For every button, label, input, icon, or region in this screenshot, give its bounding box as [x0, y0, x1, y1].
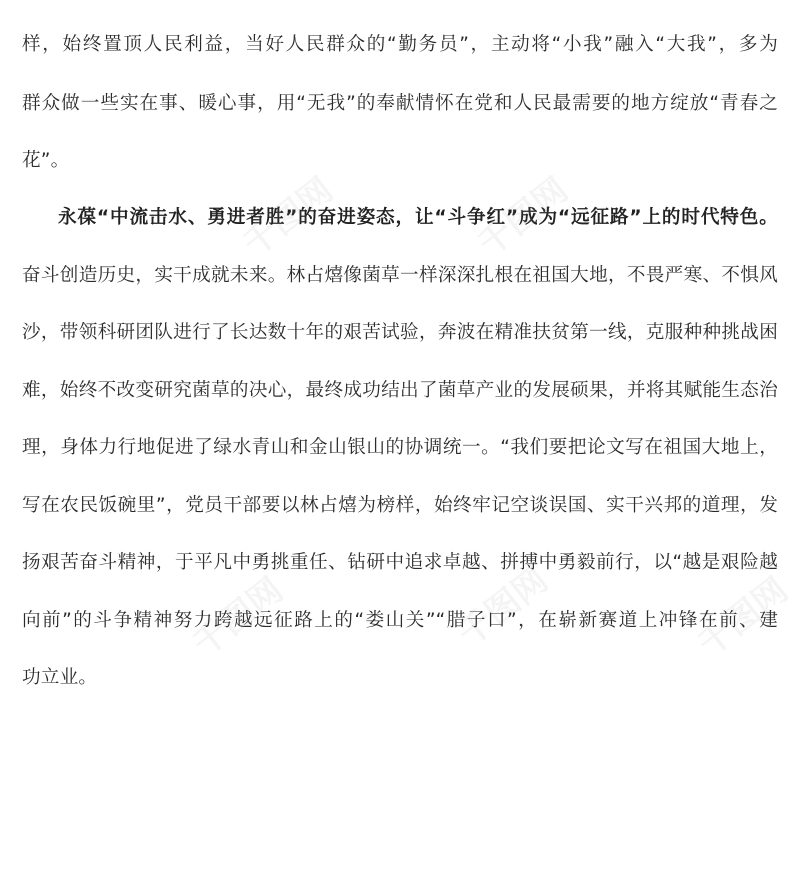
paragraph-line: 难，始终不改变研究菌草的决心，最终成功结出了菌草产业的发展硕果，并将其赋能生态治	[22, 380, 778, 401]
bold-heading-line: 永葆“中流击水、勇进者胜”的奋进姿态，让“斗争红”成为“远征路”上的时代特色。	[58, 207, 778, 228]
paragraph-line: 样，始终置顶人民利益，当好人民群众的“勤务员”，主动将“小我”融入“大我”，多为	[22, 34, 778, 55]
watermark-logo: 千图网	[185, 570, 291, 665]
watermark-logo: 千图网	[450, 560, 556, 655]
watermark-logo: 千图网	[235, 170, 341, 265]
paragraph-line: 群众做一些实在事、暖心事，用“无我”的奉献情怀在党和人民最需要的地方绽放“青春之	[22, 93, 778, 114]
paragraph-line: 功立业。	[22, 667, 98, 688]
paragraph-line: 花”。	[22, 150, 70, 171]
paragraph-line: 向前”的斗争精神努力跨越远征路上的“娄山关”“腊子口”，在崭新赛道上冲锋在前、建	[22, 610, 778, 631]
paragraph-line: 写在农民饭碗里”，党员干部要以林占熺为榜样，始终牢记空谈误国、实干兴邦的道理，发	[22, 495, 778, 516]
watermark-logo: 千图网	[690, 570, 796, 665]
paragraph-line: 扬艰苦奋斗精神，于平凡中勇挑重任、钻研中追求卓越、拼搏中勇毅前行，以“越是艰险越	[22, 552, 778, 573]
watermark-logo: 千图网	[470, 170, 576, 265]
paragraph-line: 沙，带领科研团队进行了长达数十年的艰苦试验，奔波在精准扶贫第一线，克服种种挑战困	[22, 322, 778, 343]
paragraph-line: 奋斗创造历史，实干成就未来。林占熺像菌草一样深深扎根在祖国大地，不畏严寒、不惧风	[22, 265, 778, 286]
paragraph-line: 理，身体力行地促进了绿水青山和金山银山的协调统一。“我们要把论文写在祖国大地上，	[22, 437, 778, 458]
